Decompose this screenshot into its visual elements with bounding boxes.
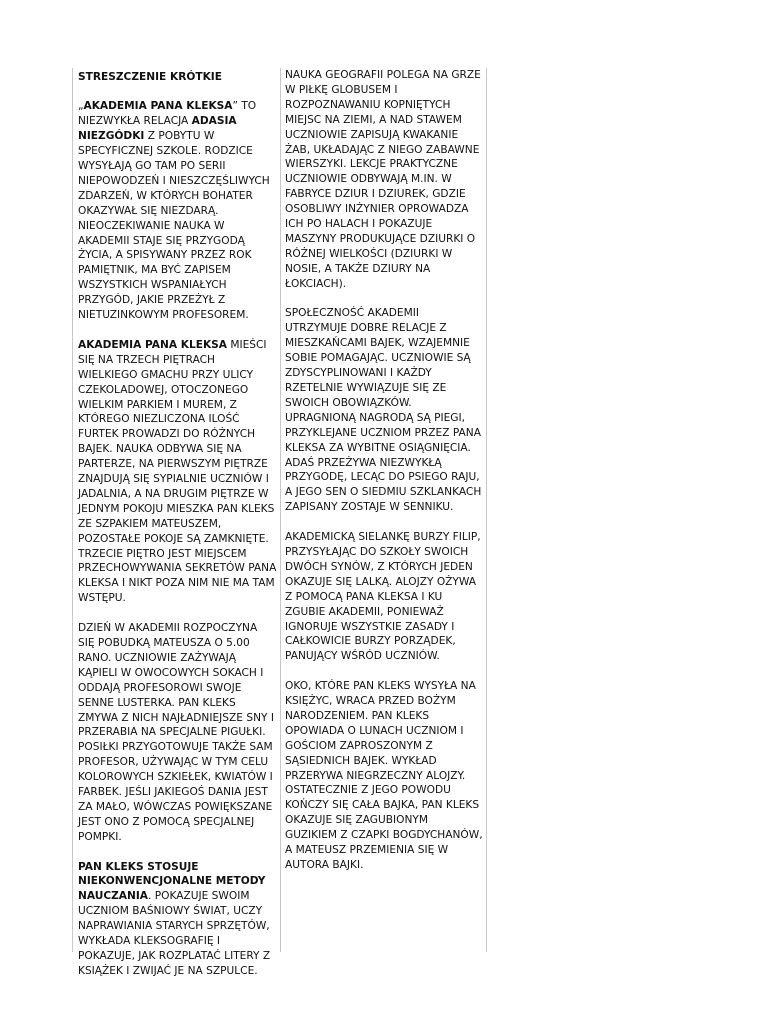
book-title-bold: AKADEMIA PANA KLEKSA [83, 100, 233, 113]
table-border-right [486, 68, 487, 952]
left-column [78, 68, 277, 994]
paragraph-intro [78, 99, 277, 323]
paragraph-filip: AKADEMICKĄ SIELANKĘ BURZY FILIP, PRZYSYŁAJĄC DO SZKOŁY SWOICH DWÓCH SYNÓW, Z KTÓRYCH JEDEN OKAZUJE SIĘ LALKĄ. ALOJZY OŻYWA Z POMOCĄ PANA KLEKSA I KU ZGUBIE AKADEMII, PONIEWAŻ IGNORUJE WSZYSTKIE ZASADY I CAŁKOWICIE BURZY PORZĄDEK, PANUJĄCY WŚRÓD UCZNIÓW. [285, 531, 481, 663]
section-heading: STRESZCZENIE KRÓTKIE [78, 71, 222, 83]
paragraph-daily-routine: DZIEŃ W AKADEMII ROZPOCZYNA SIĘ POBUDKĄ MATEUSZA O 5.00 RANO. UCZNIOWIE ZAŻYWAJĄ KĄPIELI W OWOCOWYCH SOKACH I ODDAJĄ PROFESOROWI SWOJE SENNE LUSTERKA. PAN KLEKS ZMYWA Z NICH NAJŁADNIEJSZE SNY I PRZERABIA NA SPECJALNE PIGUŁKI. POSIŁKI PRZYGOTOWUJE TAKŻE SAM PROFESOR, UŻYWAJĄC W TYM CELU KOLOROWYCH SZKIEŁEK, KWIATÓW I FARBEK. JEŚLI JAKIEGOŚ DANIA JEST ZA MAŁO, WÓWCZAS POWIĘKSZANE JEST ONO Z POMOCĄ SPECJALNEJ POMPKI. [78, 622, 274, 843]
paragraph-academy [78, 338, 277, 606]
paragraph-teaching-methods [78, 860, 277, 979]
paragraph-text: MIEŚCI SIĘ NA TRZECH PIĘTRACH WIELKIEGO GMACHU PRZY ULICY CZEKOLADOWEJ, OTOCZONEGO WIELKIM PARKIEM I MUREM, Z KTÓREGO NIEZLICZONA ILOŚĆ FURTEK PROWADZI DO RÓŻNYCH BAJEK. NAUKA ODBYWA SIĘ NA PARTERZE, NA PIERWSZYM PIĘTRZE ZNAJDUJĄ SIĘ SYPIALNIE UCZNIÓW I JADALNIA, A NA DRUGIM PIĘTRZE W JEDNYM POKOJU MIESZKA PAN KLEKS ZE SZPAKIEM MATEUSZEM, POZOSTAŁE POKOJE SĄ ZAMKNIĘTE. TRZECIE PIĘTRO JEST MIEJSCEM PRZECHOWYWANIA SEKRETÓW PANA KLEKSA I NIKT POZA NIM NIE MA TAM WSTĘPU. [78, 338, 277, 605]
paragraph-text: Z POBYTU W SPECYFICZNEJ SZKOLE. RODZICE WYSYŁAJĄ GO TAM PO SERII NIEPOWODZEŃ I NIESZCZĘŚLIWYCH ZDARZEŃ, W KTÓRYCH BOHATER OKAZYWAŁ SIĘ NIEZDARĄ. NIEOCZEKIWANIE NAUKA W AKADEMII STAJE SIĘ PRZYGODĄ ŻYCIA, A SPISYWANY PRZEZ ROK PAMIĘTNIK, MA BYĆ ZAPISEM WSZYSTKICH WSPANIAŁYCH PRZYGÓD, JAKIE PRZEŻYŁ Z NIETUZINKOWYM PROFESOREM. [78, 130, 270, 322]
paragraph-geography: NAUKA GEOGRAFII POLEGA NA GRZE W PIŁKĘ GLOBUSEM I ROZPOZNAWANIU KOPNIĘTYCH MIEJSC NA ZIEMI, A NAD STAWEM UCZNIOWIE ZAPISUJĄ KWAKANIE ŻAB, UKŁADAJĄC Z NIEGO ZABAWNE WIERSZYKI. LEKCJE PRAKTYCZNE UCZNIOWIE ODBYWAJĄ M.IN. W FABRYCE DZIUR I DZIUREK, GDZIE OSOBLIWY INŻYNIER OPROWADZA ICH PO HALACH I POKAZUJE MASZYNY PRODUKUJĄCE DZIURKI O RÓŻNEJ WIELKOŚCI (DZIURKI W NOSIE, A TAKŻE DZIURY NA ŁOKCIACH). [285, 69, 481, 290]
right-column [285, 68, 483, 888]
methods-heading-bold: PAN KLEKS STOSUJE NIEKONWENCJONALNE METODY NAUCZANIA [78, 860, 266, 903]
paragraph-community: SPOŁECZNOŚĆ AKADEMII UTRZYMUJE DOBRE RELACJE Z MIESZKAŃCAMI BAJEK, WZAJEMNIE SOBIE POMAGAJĄC. UCZNIOWIE SĄ ZDYSCYPLINOWANI I KAŻDY RZETELNIE WYWIĄZUJE SIĘ ZE SWOICH OBOWIĄZKÓW. UPRAGNIONĄ NAGRODĄ SĄ PIEGI, PRZYKLEJANE UCZNIOM PRZEZ PANA KLEKSA ZA WYBITNE OSIĄGNIĘCIA. ADAŚ PRZEŻYWA NIEZWYKŁĄ PRZYGODĘ, LECĄC DO PSIEGO RAJU, A JEGO SEN O SIEDMIU SZKLANKACH ZAPISANY ZOSTAJE W SENNIKU. [285, 307, 482, 514]
academy-name-bold: AKADEMIA PANA KLEKSA [78, 338, 227, 351]
paragraph-ending: OKO, KTÓRE PAN KLEKS WYSYŁA NA KSIĘŻYC, WRACA PRZED BOŻYM NARODZENIEM. PAN KLEKS OPOWIADA O LUNACH UCZNIOM I GOŚCIOM ZAPROSZONYM Z SĄSIEDNICH BAJEK. WYKŁAD PRZERYWA NIEGRZECZNY ALOJZY. OSTATECZNIE Z JEGO POWODU KOŃCZY SIĘ CAŁA BAJKA, PAN KLEKS OKAZUJE SIĘ ZAGUBIONYM GUZIKIEM Z CZAPKI BOGDYCHANÓW, A MATEUSZ PRZEMIENIA SIĘ W AUTORA BAJKI. [285, 680, 483, 871]
paragraph-text: ” TO NIEZWYKŁA RELACJA [78, 100, 257, 128]
paragraph-text: . POKAZUJE SWOIM UCZNIOM BAŚNIOWY ŚWIAT, UCZY NAPRAWIANIA STARYCH SPRZĘTÓW, WYKŁADA KLEKSOGRAFIĘ I POKAZUJE, JAK ROZPLATAĆ LITERY Z KSIĄŻEK I ZWIJAĆ JE NA SZPULCE. [78, 890, 271, 977]
table-border-middle [280, 68, 281, 952]
hero-name-bold: ADASIA NIEZGÓDKI [78, 115, 237, 143]
quote-mark: „ [78, 100, 84, 113]
table-border-left [72, 68, 73, 952]
